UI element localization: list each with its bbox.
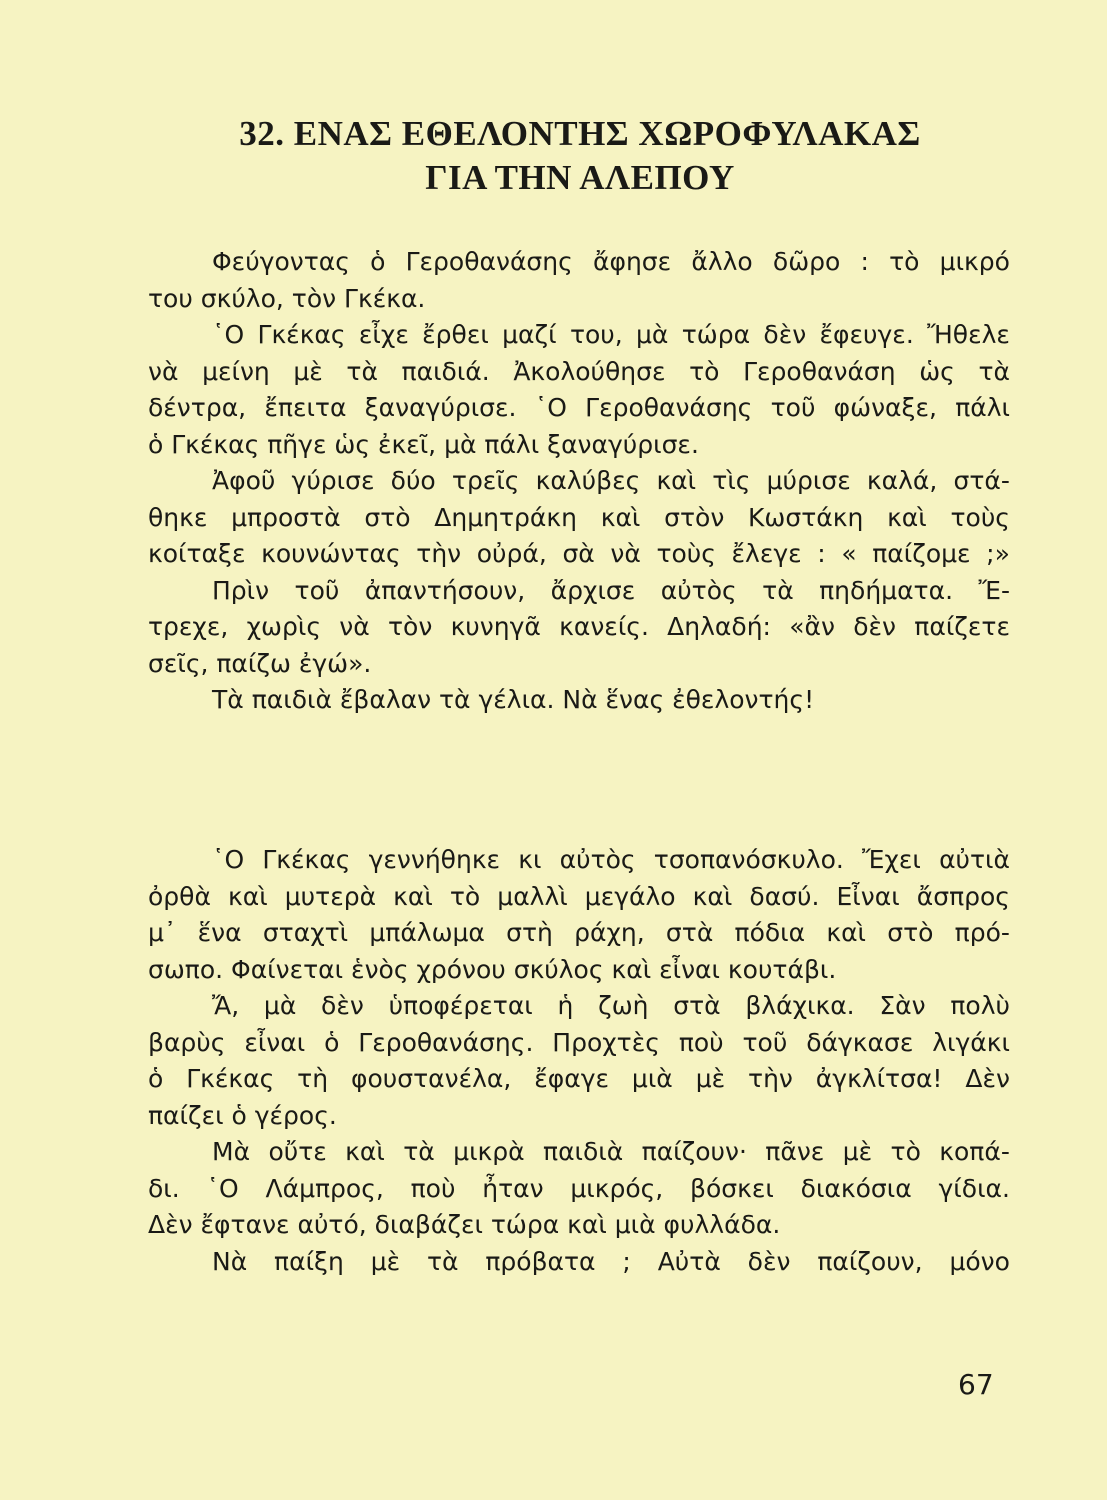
text-line: Ἄ, μὰ δὲν ὑποφέρεται ἡ ζωὴ στὰ βλάχικα. Σὰν πολὺ — [212, 991, 1010, 1020]
text-line: δέντρα, ἔπειτα ξαναγύρισε. ῾Ο Γεροθανάσης τοῦ φώναξε, πάλι — [148, 393, 1010, 422]
chapter-title-line-2: ΓΙΑ ΤΗΝ ΑΛΕΠΟΥ — [425, 158, 735, 197]
text-line: Πρὶν τοῦ ἀπαντήσουν, ἄρχισε αὐτὸς τὰ πηδήματα. Ἔ- — [212, 575, 1010, 605]
text-line: ῾Ο Γκέκας γεννήθηκε κι αὐτὸς τσοπανόσκυλο. Ἔχει αὐτιὰ — [212, 845, 1010, 874]
chapter-title — [150, 112, 1010, 200]
text-line: βαρὺς εἶναι ὁ Γεροθανάσης. Προχτὲς ποὺ τοῦ δάγκασε λιγάκι — [148, 1027, 1010, 1057]
text-line: τρεχε, χωρὶς νὰ τὸν κυνηγᾶ κανείς. Δηλαδή: «ἂν δὲν παίζετε — [148, 612, 1010, 641]
text-line: Νὰ παίξη μὲ τὰ πρόβατα ; Αὐτὰ δὲν παίζουν, μόνο — [212, 1246, 1010, 1276]
text-line: σεῖς, παίζω ἐγώ». — [148, 648, 372, 678]
text-line: ὁ Γκέκας τὴ φουστανέλα, ἔφαγε μιὰ μὲ τὴν ἀγκλίτσα! Δὲν — [148, 1064, 1010, 1093]
chapter-title-line-1: 32. ΕΝΑΣ ΕΘΕΛΟΝΤΗΣ ΧΩΡΟΦΥΛΑΚΑΣ — [239, 114, 921, 153]
text-block-1 — [148, 244, 1010, 719]
text-line: Τὰ παιδιὰ ἔβαλαν τὰ γέλια. Νὰ ἕνας ἐθελοντής! — [212, 685, 815, 714]
text-line: θηκε μπροστὰ στὸ Δημητράκη καὶ στὸν Κωστάκη καὶ τοὺς — [148, 502, 1010, 532]
text-line: νὰ μείνη μὲ τὰ παιδιά. Ἀκολούθησε τὸ Γεροθανάση ὡς τὰ — [148, 356, 1010, 386]
text-line: παίζει ὁ γέρος. — [148, 1100, 337, 1130]
text-line: σωπο. Φαίνεται ἑνὸς χρόνου σκύλος καὶ εἶναι κουτάβι. — [148, 954, 837, 984]
text-line: Δὲν ἔφτανε αὐτό, διαβάζει τώρα καὶ μιὰ φυλλάδα. — [148, 1210, 781, 1239]
text-line: ῾Ο Γκέκας εἶχε ἔρθει μαζί του, μὰ τώρα δὲν ἔφευγε. Ἤθελε — [212, 320, 1010, 349]
text-block-2 — [148, 842, 1010, 1280]
text-line: Μὰ οὔτε καὶ τὰ μικρὰ παιδιὰ παίζουν· πᾶνε μὲ τὸ κοπά- — [212, 1137, 1010, 1166]
text-line: Ἀφοῦ γύρισε δύο τρεῖς καλύβες καὶ τὶς μύρισε καλά, στά- — [212, 466, 1010, 495]
text-line: κοίταξε κουνώντας τὴν οὐρά, σὰ νὰ τοὺς ἔλεγε : « παίζομε ;» — [148, 539, 1010, 568]
text-line: ὀρθὰ καὶ μυτερὰ καὶ τὸ μαλλὶ μεγάλο καὶ δασύ. Εἶναι ἄσπρος — [148, 881, 1010, 911]
text-line: ὁ Γκέκας πῆγε ὡς ἐκεῖ, μὰ πάλι ξαναγύρισε. — [148, 429, 699, 459]
text-line: Φεύγοντας ὁ Γεροθανάσης ἄφησε ἄλλο δῶρο : τὸ μικρό — [212, 247, 1010, 276]
text-line: δι. ῾Ο Λάμπρος, ποὺ ἦταν μικρός, βόσκει διακόσια γίδια. — [148, 1173, 1010, 1203]
text-line: του σκύλο, τὸν Γκέκα. — [148, 283, 426, 313]
page-number: 67 — [958, 1368, 994, 1401]
text-line: μ᾽ ἕνα σταχτὶ μπάλωμα στὴ ράχη, στὰ πόδια καὶ στὸ πρό- — [148, 918, 1010, 947]
